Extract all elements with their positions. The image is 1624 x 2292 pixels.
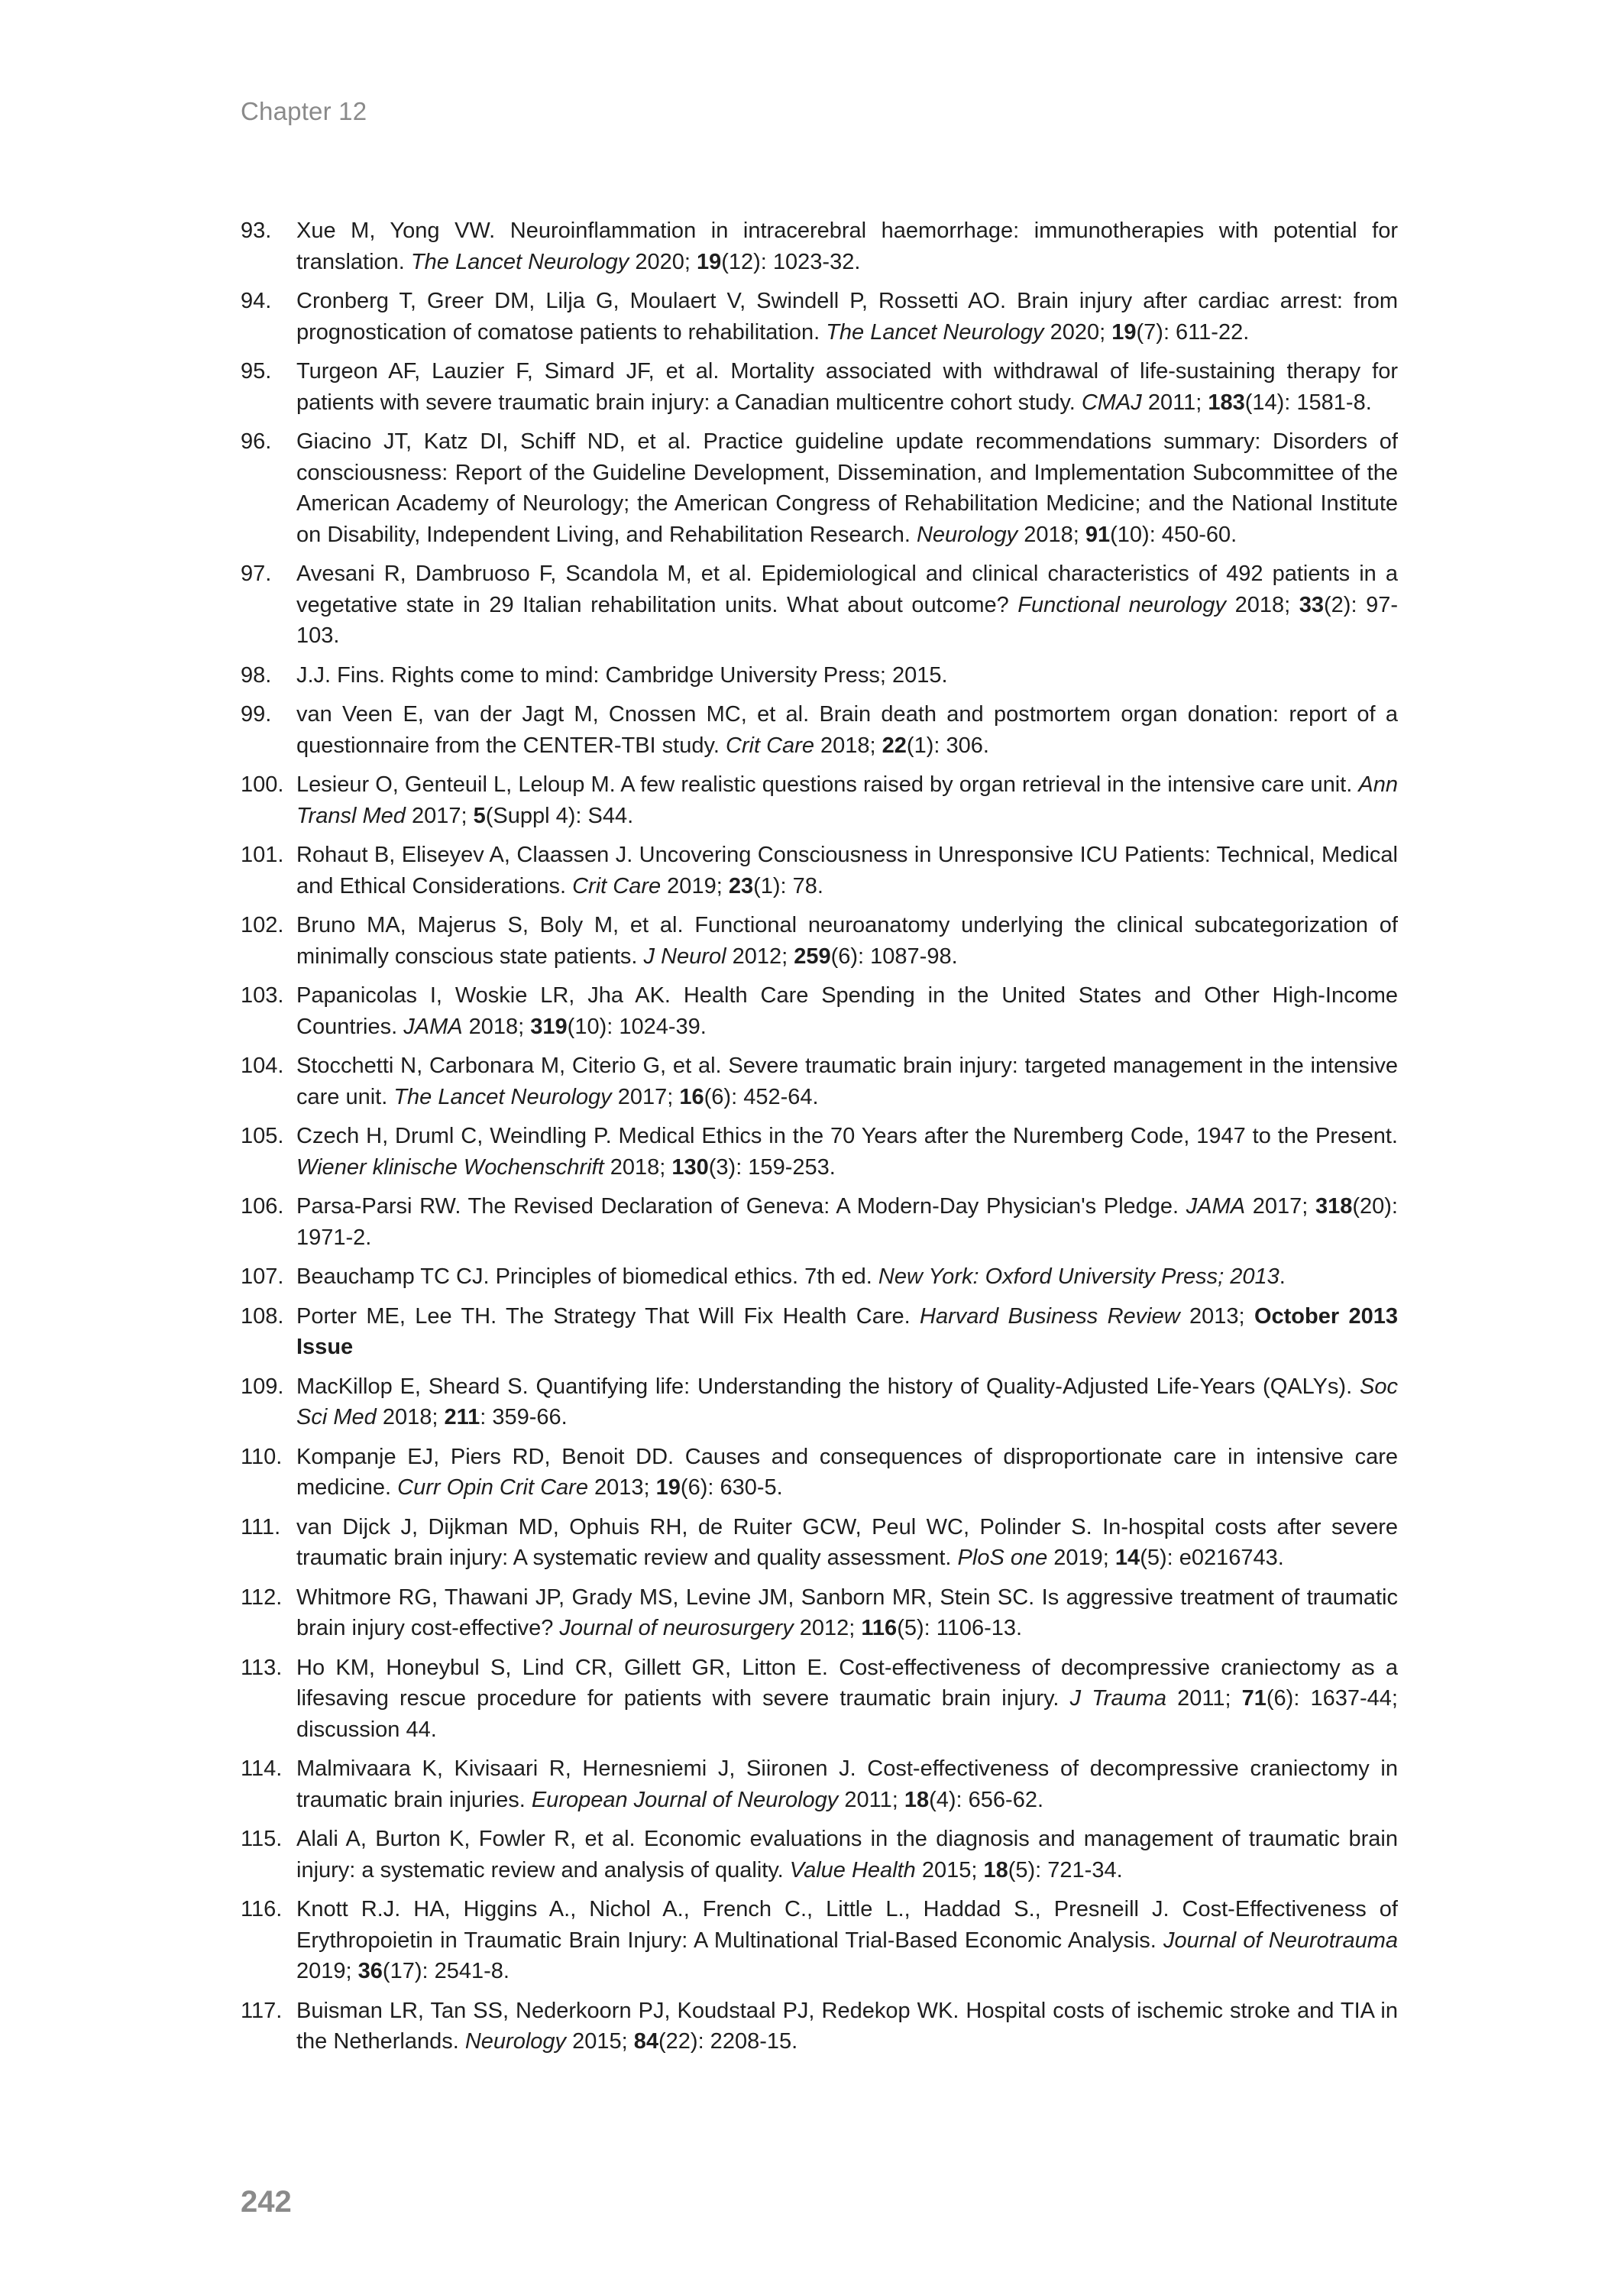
reference-text <box>296 660 1398 691</box>
reference-text-segment: (3): 159-253. <box>708 1154 836 1180</box>
reference-volume: 5 <box>473 803 486 828</box>
reference-text-segment: van Dijck J, Dijkman MD, Ophuis RH, de Ruiter GCW, Peul WC, Polinder S. In-hospital costs after severe traumatic brain injury: A systematic review and quality assessment. <box>296 1514 1398 1570</box>
reference-number: 96. <box>241 429 272 454</box>
reference-text-segment: van Veen E, van der Jagt M, Cnossen MC, et al. Brain death and postmortem organ donation: report of a questionnaire from the CENTER-TBI study. <box>296 702 1398 758</box>
reference-item <box>241 1512 1398 1574</box>
reference-text-segment: 2015; <box>566 2029 634 2054</box>
reference-number: 110. <box>241 1444 283 1469</box>
reference-number: 104. <box>241 1054 284 1078</box>
reference-journal: Curr Opin Crit Care <box>397 1475 588 1500</box>
reference-text <box>296 356 1398 418</box>
reference-volume: 319 <box>530 1014 568 1039</box>
reference-item <box>241 1582 1398 1644</box>
reference-journal: Journal of neurosurgery <box>559 1616 794 1640</box>
reference-text <box>296 1512 1398 1574</box>
reference-text-segment: (10): 450-60. <box>1110 522 1237 547</box>
reference-text <box>296 1301 1398 1363</box>
reference-item <box>241 426 1398 550</box>
reference-text <box>296 1191 1398 1253</box>
reference-text-segment: Kompanje EJ, Piers RD, Benoit DD. Causes and consequences of disproportionate care in intensive care medicine. <box>296 1444 1398 1500</box>
reference-number: 101. <box>241 843 284 867</box>
reference-text-segment: Stocchetti N, Carbonara M, Citerio G, et al. Severe traumatic brain injury: targeted management in the intensive care unit. <box>296 1054 1398 1109</box>
reference-text-segment: 2012; <box>726 944 794 969</box>
reference-text-segment: Lesieur O, Genteuil L, Leloup M. A few realistic questions raised by organ retrieval in the intensive care unit. <box>296 772 1359 797</box>
reference-volume: October 2013 Issue <box>296 1303 1398 1359</box>
reference-journal: Crit Care <box>725 733 814 758</box>
reference-text-segment: (20): 1971-2. <box>296 1194 1398 1250</box>
reference-number: 94. <box>241 289 272 313</box>
reference-journal: Neurology <box>464 2029 567 2054</box>
reference-text-segment: 2017; <box>405 803 474 828</box>
reference-item <box>241 1753 1398 1815</box>
reference-text-segment: Czech H, Druml C, Weindling P. Medical Ethics in the 70 Years after the Nuremberg Code, 1947 to the Present. <box>296 1124 1398 1148</box>
reference-text <box>296 1996 1398 2057</box>
reference-number: 97. <box>241 562 272 586</box>
reference-text-segment: Ho KM, Honeybul S, Lind CR, Gillett GR, Litton E. Cost-effectiveness of decompressive craniectomy as a lifesaving rescue procedure for patients with severe traumatic brain injury. <box>296 1655 1398 1711</box>
reference-journal: European Journal of Neurology <box>531 1787 839 1812</box>
reference-volume: 183 <box>1208 390 1245 415</box>
reference-number: 98. <box>241 662 272 688</box>
reference-journal: The Lancet Neurology <box>410 249 629 274</box>
reference-text-segment: Cronberg T, Greer DM, Lilja G, Moulaert V, Swindell P, Rossetti AO. Brain injury after cardiac arrest: from prognostication of comatose patients to rehabilitation. <box>296 289 1398 345</box>
reference-text <box>296 980 1398 1042</box>
reference-text <box>296 840 1398 902</box>
reference-text-segment: 2018; <box>1017 522 1085 547</box>
reference-volume: 18 <box>983 1857 1008 1882</box>
reference-journal: JAMA <box>1186 1194 1246 1219</box>
reference-text-segment: Rohaut B, Eliseyev A, Claassen J. Uncovering Consciousness in Unresponsive ICU Patients: Technical, Medical and Ethical Considerations. <box>296 843 1398 898</box>
reference-journal: J Neurol <box>643 944 726 969</box>
reference-text-segment: 2019; <box>296 1959 358 1983</box>
reference-text-segment: Papanicolas I, Woskie LR, Jha AK. Health Care Spending in the United States and Other High-Income Countries. <box>296 983 1398 1039</box>
reference-text-segment: (6): 452-64. <box>704 1084 819 1109</box>
reference-list <box>241 215 1398 2066</box>
reference-text-segment: 2012; <box>793 1616 862 1640</box>
reference-text-segment: Bruno MA, Majerus S, Boly M, et al. Functional neuroanatomy underlying the clinical subcategorization of minimally conscious state patients. <box>296 913 1398 969</box>
reference-number: 112. <box>241 1585 283 1610</box>
reference-text-segment: (4): 656-62. <box>929 1787 1044 1812</box>
reference-text <box>296 699 1398 761</box>
reference-journal: New York: Oxford University Press; 2013 <box>878 1264 1279 1289</box>
reference-text-segment: (5): 1106-13. <box>897 1616 1023 1640</box>
reference-text-segment: Porter ME, Lee TH. The Strategy That Will Fix Health Care. <box>296 1303 920 1329</box>
reference-text-segment: . <box>1279 1264 1286 1289</box>
reference-text-segment: Buisman LR, Tan SS, Nederkoorn PJ, Koudstaal PJ, Redekop WK. Hospital costs of ischemic stroke and TIA in the Netherlands. <box>296 1998 1398 2054</box>
reference-item <box>241 558 1398 652</box>
reference-item <box>241 1371 1398 1433</box>
reference-journal: CMAJ <box>1081 390 1142 415</box>
reference-text-segment: Alali A, Burton K, Fowler R, et al. Economic evaluations in the diagnosis and management of traumatic brain injury: a systematic review and analysis of quality. <box>296 1827 1398 1882</box>
chapter-header: Chapter 12 <box>241 97 367 125</box>
reference-item <box>241 980 1398 1042</box>
reference-text-segment: (12): 1023-32. <box>721 249 861 274</box>
reference-text-segment: Avesani R, Dambruoso F, Scandola M, et al. Epidemiological and clinical characteristics of 492 patients in a vegetative state in 29 Italian rehabilitation units. What about outcome? <box>296 562 1398 617</box>
reference-text <box>296 1824 1398 1886</box>
reference-item <box>241 1050 1398 1112</box>
reference-volume: 16 <box>679 1084 704 1109</box>
reference-number: 113. <box>241 1655 283 1680</box>
reference-volume: 19 <box>696 249 722 274</box>
reference-text-segment: (1): 78. <box>753 873 823 898</box>
reference-number: 109. <box>241 1374 284 1399</box>
reference-text <box>296 1371 1398 1433</box>
reference-text-segment: (6): 1087-98. <box>830 944 958 969</box>
reference-text-segment: J.J. Fins. Rights come to mind: Cambridge University Press; 2015. <box>296 662 948 688</box>
reference-text <box>296 910 1398 972</box>
reference-text-segment: (5): e0216743. <box>1140 1546 1284 1570</box>
reference-text-segment: (17): 2541-8. <box>382 1959 510 1983</box>
reference-text-segment: 2020; <box>1043 319 1112 345</box>
reference-text <box>296 1050 1398 1112</box>
reference-item <box>241 840 1398 902</box>
reference-volume: 130 <box>671 1154 709 1180</box>
reference-text <box>296 286 1398 348</box>
reference-text-segment: Giacino JT, Katz DI, Schiff ND, et al. Practice guideline update recommendations summary: Disorders of consciousness: Report of the Guideline Development, Dissemination, and Implementation Subcommittee of the American Academy of Neurology; the American Congress of Rehabilitation Medicine; and the National Institute on Disability, Independent Living, and Rehabilitation Research. <box>296 429 1398 547</box>
reference-volume: 18 <box>904 1787 930 1812</box>
reference-text-segment: 2019; <box>661 873 729 898</box>
reference-journal: Ann Transl Med <box>296 772 1398 828</box>
reference-item <box>241 1442 1398 1504</box>
reference-journal: Value Health <box>789 1857 916 1882</box>
reference-volume: 71 <box>1241 1686 1267 1711</box>
reference-text-segment: (Suppl 4): S44. <box>485 803 634 828</box>
reference-volume: 259 <box>794 944 831 969</box>
reference-text-segment: Malmivaara K, Kivisaari R, Hernesniemi J, Siironen J. Cost-effectiveness of decompressive craniectomy in traumatic brain injuries. <box>296 1756 1398 1812</box>
reference-text-segment: (22): 2208-15. <box>658 2029 798 2054</box>
reference-text <box>296 1121 1398 1183</box>
reference-item <box>241 660 1398 691</box>
reference-item <box>241 286 1398 348</box>
reference-text-segment: 2019; <box>1047 1546 1115 1570</box>
reference-text-segment: 2017; <box>611 1084 680 1109</box>
reference-number: 102. <box>241 913 284 937</box>
reference-journal: JAMA <box>403 1014 463 1039</box>
reference-volume: 116 <box>861 1616 898 1640</box>
reference-volume: 22 <box>882 733 907 758</box>
reference-volume: 91 <box>1085 522 1111 547</box>
reference-text <box>296 769 1398 831</box>
reference-number: 103. <box>241 983 284 1008</box>
reference-number: 99. <box>241 702 272 727</box>
reference-number: 115. <box>241 1827 283 1851</box>
reference-text <box>296 1582 1398 1644</box>
reference-journal: Harvard Business Review <box>920 1303 1180 1329</box>
reference-journal: Wiener klinische Wochenschrift <box>296 1154 604 1180</box>
reference-text-segment: 2013; <box>587 1475 656 1500</box>
reference-volume: 36 <box>357 1959 383 1983</box>
reference-number: 95. <box>241 359 272 384</box>
reference-item <box>241 769 1398 831</box>
reference-journal: Crit Care <box>572 873 662 898</box>
reference-text <box>296 558 1398 652</box>
reference-journal: J Trauma <box>1069 1686 1166 1711</box>
reference-text-segment: Beauchamp TC CJ. Principles of biomedical ethics. 7th ed. <box>296 1264 878 1289</box>
reference-text-segment: 2011; <box>838 1787 904 1812</box>
reference-item <box>241 699 1398 761</box>
reference-text-segment: (2): 97-103. <box>296 592 1398 648</box>
reference-text-segment: Parsa-Parsi RW. The Revised Declaration of Geneva: A Modern-Day Physician's Pledge. <box>296 1194 1186 1219</box>
reference-text-segment: Whitmore RG, Thawani JP, Grady MS, Levine JM, Sanborn MR, Stein SC. Is aggressive treatment of traumatic brain injury cost-effective? <box>296 1585 1398 1640</box>
reference-text-segment: 2011; <box>1141 390 1208 415</box>
reference-item <box>241 1996 1398 2057</box>
reference-text <box>296 1894 1398 1987</box>
reference-text-segment: : 359-66. <box>480 1405 568 1429</box>
reference-text-segment: (6): 630-5. <box>680 1475 783 1500</box>
reference-number: 105. <box>241 1124 284 1148</box>
reference-journal: PloS one <box>957 1546 1048 1570</box>
reference-number: 93. <box>241 219 272 243</box>
reference-number: 107. <box>241 1264 284 1289</box>
reference-text-segment: 2018; <box>603 1154 672 1180</box>
reference-text-segment: Turgeon AF, Lauzier F, Simard JF, et al. Mortality associated with withdrawal of life-sustaining therapy for patients with severe traumatic brain injury: a Canadian multicentre cohort study. <box>296 359 1398 415</box>
reference-text <box>296 1653 1398 1746</box>
reference-text-segment: (5): 721-34. <box>1008 1857 1123 1882</box>
reference-text-segment: (1): 306. <box>906 733 989 758</box>
reference-number: 114. <box>241 1756 283 1781</box>
page-number: 242 <box>241 2185 292 2219</box>
reference-text-segment: 2017; <box>1245 1194 1315 1219</box>
reference-number: 106. <box>241 1194 284 1219</box>
reference-text-segment: (7): 611-22. <box>1136 319 1250 345</box>
reference-text-segment: 2018; <box>814 733 882 758</box>
reference-text-segment: (6): 1637-44; discussion 44. <box>296 1686 1398 1742</box>
reference-text <box>296 1442 1398 1504</box>
reference-text-segment: Knott R.J. HA, Higgins A., Nichol A., French C., Little L., Haddad S., Presneill J. Cost-Effectiveness of Erythropoietin in Traumatic Brain Injury: A Multinational Trial-Based Economic Analysis. <box>296 1897 1398 1953</box>
reference-number: 111. <box>241 1514 281 1539</box>
reference-volume: 19 <box>1111 319 1137 345</box>
reference-text-segment: 2013; <box>1179 1303 1254 1329</box>
reference-text <box>296 1261 1398 1293</box>
reference-number: 108. <box>241 1303 284 1329</box>
reference-number: 116. <box>241 1897 283 1921</box>
reference-number: 117. <box>241 1998 283 2023</box>
reference-item <box>241 1894 1398 1987</box>
reference-text-segment: 2020; <box>629 249 697 274</box>
reference-text <box>296 426 1398 550</box>
reference-volume: 23 <box>728 873 754 898</box>
reference-volume: 33 <box>1299 592 1324 617</box>
reference-text <box>296 215 1398 277</box>
reference-item <box>241 1653 1398 1746</box>
reference-item <box>241 215 1398 277</box>
reference-journal: Journal of Neurotrauma <box>1163 1928 1399 1953</box>
reference-text-segment: 2015; <box>915 1857 984 1882</box>
reference-volume: 14 <box>1114 1546 1140 1570</box>
reference-volume: 84 <box>633 2029 658 2054</box>
reference-journal: Neurology <box>916 522 1018 547</box>
reference-volume: 211 <box>444 1405 480 1429</box>
reference-item <box>241 910 1398 972</box>
reference-item <box>241 1121 1398 1183</box>
reference-journal: The Lancet Neurology <box>826 319 1044 345</box>
reference-journal: Soc Sci Med <box>296 1374 1398 1429</box>
reference-volume: 19 <box>655 1475 681 1500</box>
reference-text-segment: 2018; <box>462 1014 531 1039</box>
reference-text-segment: Xue M, Yong VW. Neuroinflammation in intracerebral haemorrhage: immunotherapies with potential for translation. <box>296 219 1398 274</box>
reference-text-segment: (14): 1581-8. <box>1244 390 1372 415</box>
reference-journal: Functional neurology <box>1017 592 1227 617</box>
reference-item <box>241 1261 1398 1293</box>
reference-text-segment: 2011; <box>1166 1686 1242 1711</box>
reference-text-segment: 2018; <box>1226 592 1299 617</box>
reference-number: 100. <box>241 772 284 797</box>
reference-item <box>241 1301 1398 1363</box>
reference-text-segment: 2018; <box>376 1405 445 1429</box>
reference-item <box>241 1191 1398 1253</box>
reference-volume: 318 <box>1315 1194 1353 1219</box>
reference-text-segment: MacKillop E, Sheard S. Quantifying life: Understanding the history of Quality-Adjusted Life-Years (QALYs). <box>296 1374 1360 1399</box>
reference-text <box>296 1753 1398 1815</box>
reference-item <box>241 356 1398 418</box>
reference-journal: The Lancet Neurology <box>393 1084 612 1109</box>
reference-text-segment: (10): 1024-39. <box>567 1014 707 1039</box>
reference-item <box>241 1824 1398 1886</box>
